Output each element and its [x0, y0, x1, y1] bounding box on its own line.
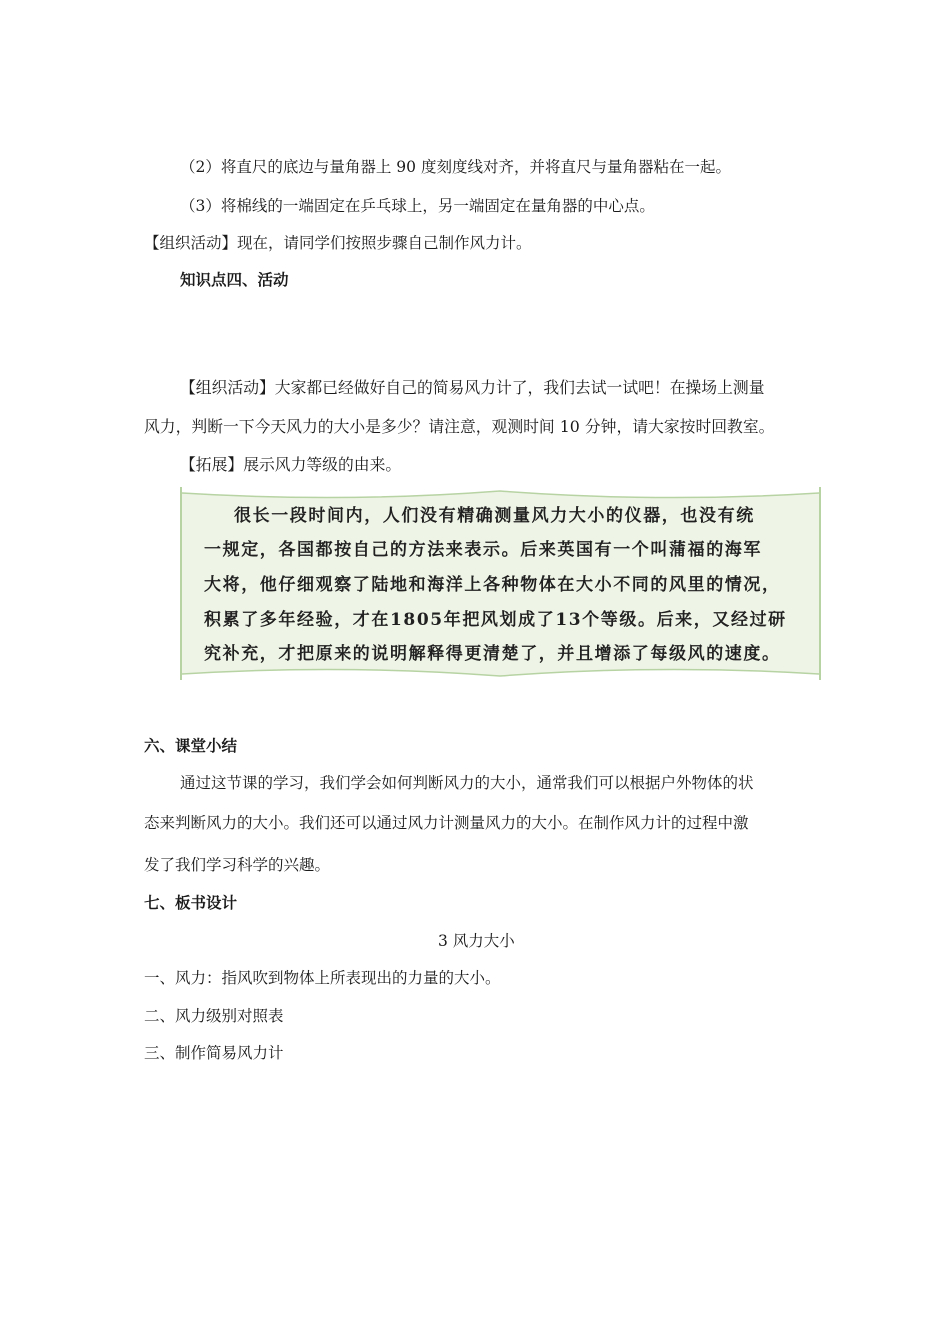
- board-item-3: 三、制作简易风力计: [144, 1044, 284, 1062]
- section-7-heading: 七、板书设计: [144, 893, 238, 912]
- top-scallop-decoration: [182, 487, 819, 501]
- textbook-line: 很长一段时间内，人们没有精确测量风力大小的仪器，也没有统: [234, 506, 755, 526]
- textbook-line: 积累了多年经验，才在1805年把风划成了13个等级。后来，又经过研: [204, 610, 787, 630]
- board-design-title: 3 风力大小: [438, 932, 515, 950]
- summary-line-2: 态来判断风力的大小。我们还可以通过风力计测量风力的大小。在制作风力计的过程中激: [144, 814, 749, 832]
- activity-instruction-2-line2: 风力，判断一下今天风力的大小是多少？请注意，观测时间 10 分钟，请大家按时回教室。: [144, 417, 775, 436]
- activity-instruction-1: 【组织活动】现在，请同学们按照步骤自己制作风力计。: [144, 234, 532, 252]
- summary-line-3: 发了我们学习科学的兴趣。: [144, 856, 331, 874]
- extension-text: 【拓展】展示风力等级的由来。: [180, 455, 402, 474]
- summary-line-1: 通过这节课的学习，我们学会如何判断风力的大小，通常我们可以根据户外物体的状: [180, 774, 754, 792]
- textbook-line: 究补充，才把原来的说明解释得更清楚了，并且增添了每级风的速度。: [204, 644, 781, 664]
- section-6-heading: 六、课堂小结: [144, 736, 238, 755]
- textbook-line: 一规定，各国都按自己的方法来表示。后来英国有一个叫蒲福的海军: [204, 540, 762, 560]
- board-item-2: 二、风力级别对照表: [144, 1007, 284, 1025]
- step-3-text: （3）将棉线的一端固定在乒乓球上，另一端固定在量角器的中心点。: [180, 197, 655, 215]
- knowledge-point-4-heading: 知识点四、活动: [180, 270, 289, 289]
- step-2-text: （2）将直尺的底边与量角器上 90 度刻度线对齐，并将直尺与量角器粘在一起。: [180, 158, 731, 176]
- activity-instruction-2-line1: 【组织活动】大家都已经做好自己的简易风力计了，我们去试一试吧！在操场上测量: [180, 378, 765, 397]
- bottom-scallop-decoration: [182, 666, 819, 680]
- textbook-excerpt-box: [180, 487, 821, 680]
- textbook-line: 大将，他仔细观察了陆地和海洋上各种物体在大小不同的风里的情况，: [204, 575, 781, 595]
- board-item-1: 一、风力：指风吹到物体上所表现出的力量的大小。: [144, 969, 501, 987]
